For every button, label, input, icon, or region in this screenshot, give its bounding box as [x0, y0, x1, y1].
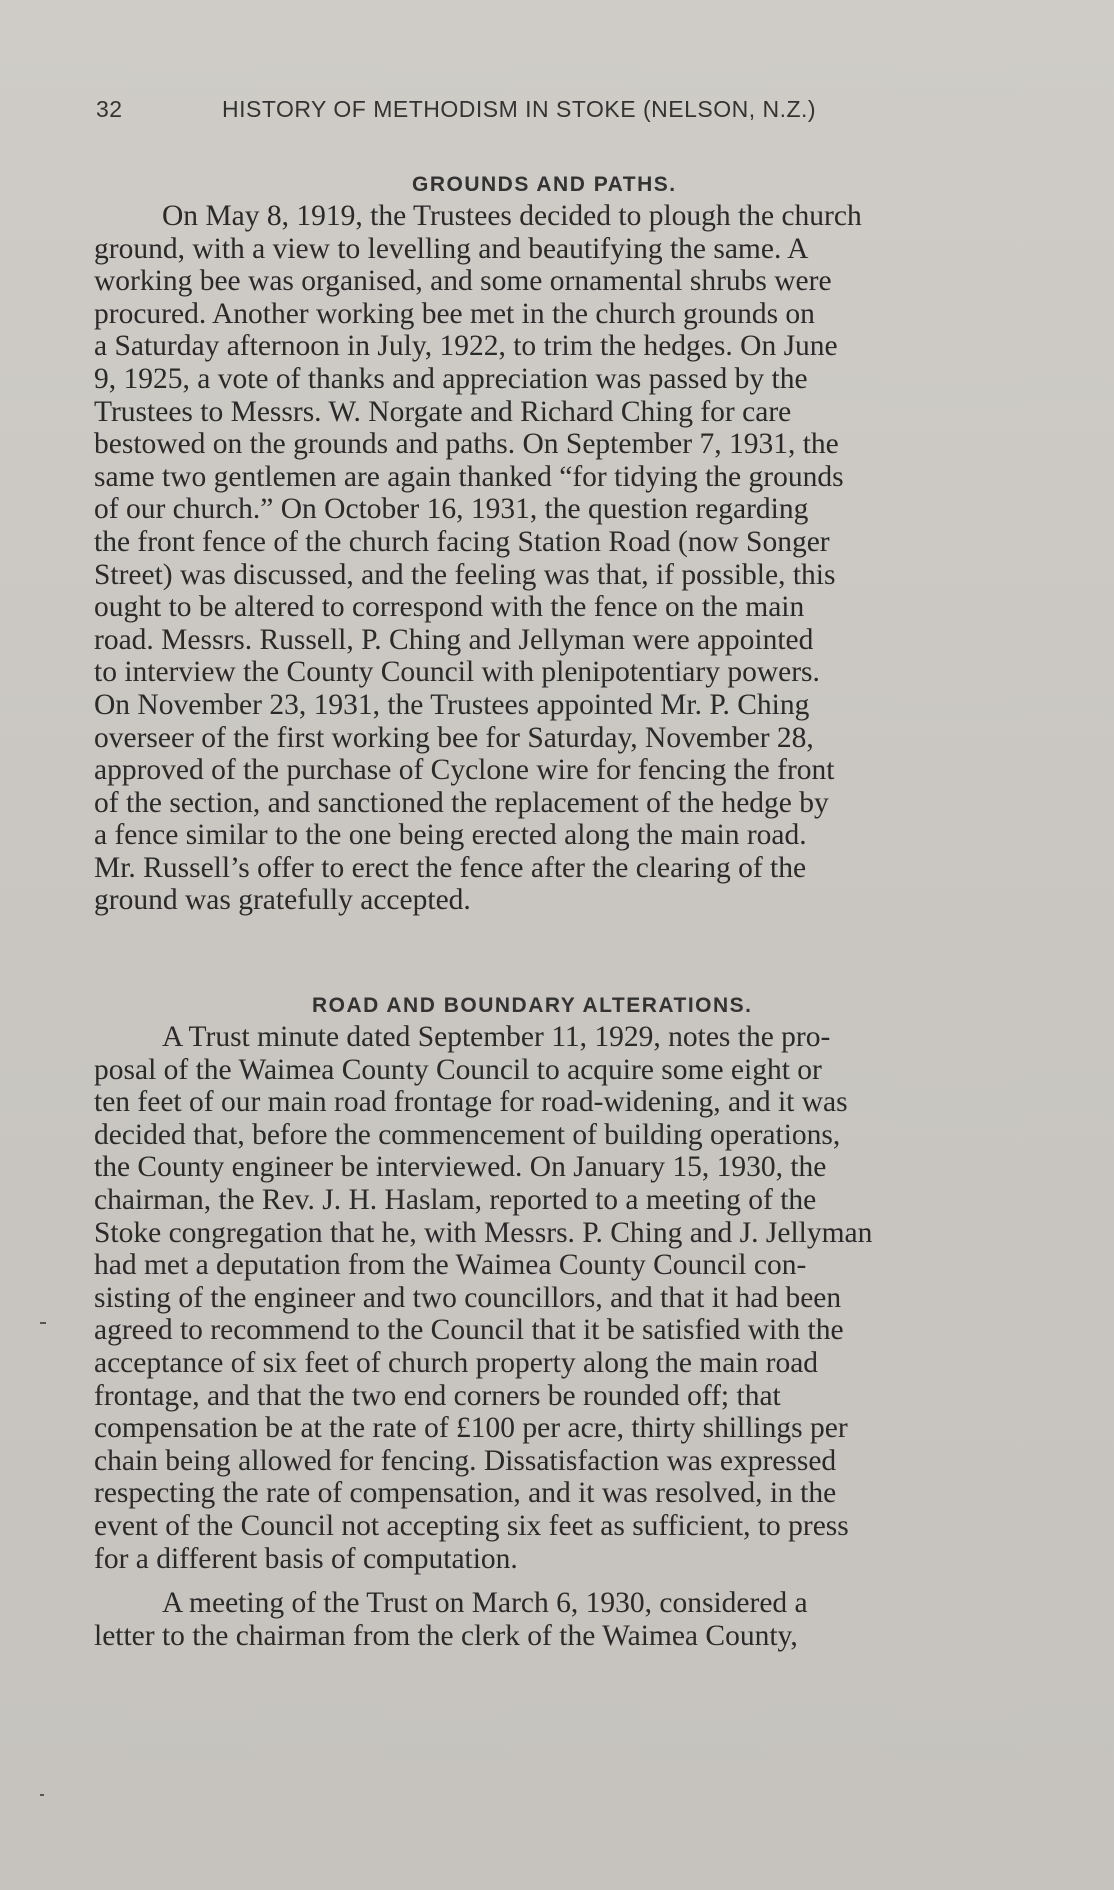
text-line: Trustees to Messrs. W. Norgate and Richard Ching for care: [94, 395, 792, 428]
text-line: approved of the purchase of Cyclone wire for fencing the front: [94, 754, 835, 787]
text-line: working bee was organised, and some ornamental shrubs were: [94, 265, 832, 298]
paragraph-grounds-and-paths: [94, 200, 1114, 917]
text-line: respecting the rate of compensation, and it was resolved, in the: [94, 1477, 837, 1510]
text-line: compensation be at the rate of £100 per acre, thirty shillings per: [94, 1412, 848, 1445]
text-line: chairman, the Rev. J. H. Haslam, reported to a meeting of the: [94, 1184, 817, 1217]
text-line: same two gentlemen are again thanked “for tidying the grounds: [94, 460, 844, 493]
text-line: the County engineer be interviewed. On January 15, 1930, the: [94, 1151, 827, 1184]
text-line: a fence similar to the one being erected along the main road.: [94, 819, 807, 852]
text-line: a Saturday afternoon in July, 1922, to trim the hedges. On June: [94, 330, 838, 363]
paragraph-road-and-boundary-2: [94, 1587, 1114, 1652]
text-line: On November 23, 1931, the Trustees appointed Mr. P. Ching: [94, 688, 810, 721]
text-line: ten feet of our main road frontage for road-widening, and it was: [94, 1086, 848, 1119]
text-line: Stoke congregation that he, with Messrs. P. Ching and J. Jellyman: [94, 1216, 873, 1249]
text-line: A Trust minute dated September 11, 1929, notes the pro-: [162, 1021, 831, 1054]
text-line: overseer of the first working bee for Saturday, November 28,: [94, 721, 814, 754]
text-line: Street) was discussed, and the feeling was that, if possible, this: [94, 558, 836, 591]
paragraph-spacer: [94, 1575, 1114, 1587]
text-line: On May 8, 1919, the Trustees decided to plough the church: [162, 200, 862, 232]
text-line: chain being allowed for fencing. Dissatisfaction was expressed: [94, 1444, 837, 1477]
text-line: 9, 1925, a vote of thanks and appreciation was passed by the: [94, 362, 808, 395]
page-number: 32: [96, 96, 123, 122]
text-line: acceptance of six feet of church property along the main road: [94, 1347, 819, 1379]
section-heading-road-and-boundary: ROAD AND BOUNDARY ALTERATIONS.: [312, 994, 753, 1018]
text-line: bestowed on the grounds and paths. On September 7, 1931, the: [94, 428, 839, 461]
running-title: HISTORY OF METHODISM IN STOKE (NELSON, N.Z.): [222, 96, 817, 122]
text-line: for a different basis of computation.: [94, 1542, 518, 1575]
text-line: Mr. Russell’s offer to erect the fence after the clearing of the: [94, 851, 807, 884]
section-heading-grounds-and-paths: GROUNDS AND PATHS.: [412, 173, 677, 196]
text-line: sisting of the engineer and two councillors, and that it had been: [94, 1281, 842, 1314]
text-line: letter to the chairman from the clerk of the Waimea County,: [94, 1619, 798, 1652]
text-line: had met a deputation from the Waimea County Council con-: [94, 1249, 807, 1282]
text-line: A meeting of the Trust on March 6, 1930, considered a: [162, 1587, 808, 1620]
text-line: decided that, before the commencement of building operations,: [94, 1118, 841, 1151]
paragraph-road-and-boundary-1: [94, 1021, 1114, 1575]
page-content: [94, 170, 1114, 1652]
margin-mark: [40, 1322, 46, 1324]
text-line: ground, with a view to levelling and beautifying the same. A: [94, 232, 809, 265]
text-line: road. Messrs. Russell, P. Ching and Jellyman were appointed: [94, 623, 814, 656]
text-line: of our church.” On October 16, 1931, the question regarding: [94, 493, 809, 526]
text-line: procured. Another working bee met in the church grounds on: [94, 297, 815, 330]
text-line: ground was gratefully accepted.: [94, 884, 471, 917]
text-line: agreed to recommend to the Council that it be satisfied with the: [94, 1314, 844, 1347]
text-line: event of the Council not accepting six feet as sufficient, to press: [94, 1509, 849, 1542]
text-line: to interview the County Council with plenipotentiary powers.: [94, 656, 820, 689]
text-line: of the section, and sanctioned the replacement of the hedge by: [94, 786, 829, 819]
text-line: posal of the Waimea County Council to acquire some eight or: [94, 1053, 822, 1086]
text-line: frontage, and that the two end corners be rounded off; that: [94, 1379, 781, 1412]
text-line: the front fence of the church facing Station Road (now Songer: [94, 525, 830, 558]
section-spacer: [94, 917, 1114, 991]
margin-mark: [40, 1794, 44, 1796]
text-line: ought to be altered to correspond with the fence on the main: [94, 591, 805, 624]
